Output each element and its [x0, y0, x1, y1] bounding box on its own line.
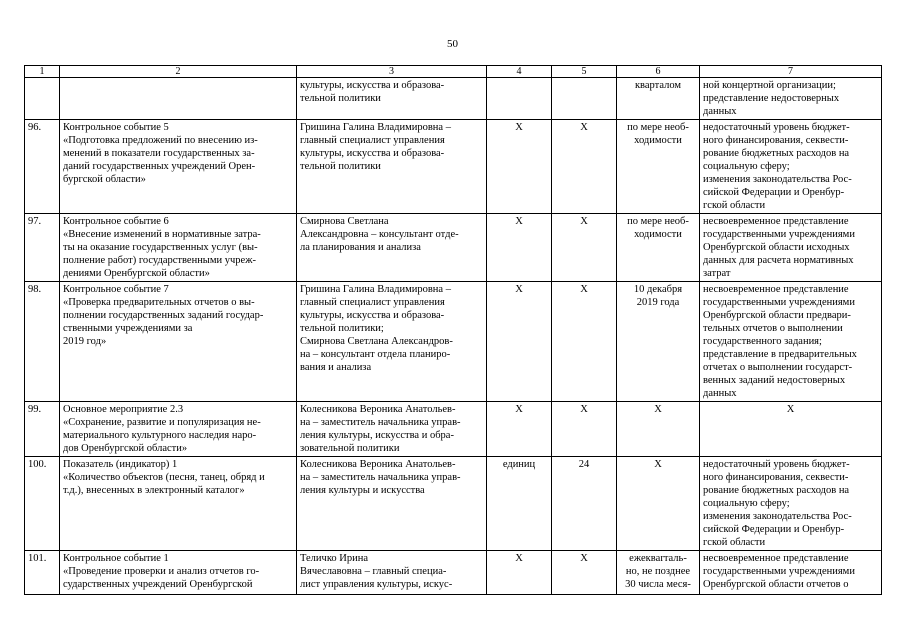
table-row	[25, 457, 882, 551]
value-cell: X	[552, 120, 617, 214]
plan-table	[24, 65, 882, 595]
unit-cell: X	[487, 120, 552, 214]
risks-cell: недостаточный уровень бюджет- ного финансирования, секвести- рование бюджетных расходов на социальную сферу; изменения законодательства Рос- сийской Федерации и Оренбур- гской области	[700, 120, 882, 214]
unit-cell	[487, 78, 552, 120]
value-cell	[552, 78, 617, 120]
risks-cell: недостаточный уровень бюджет- ного финансирования, секвести- рование бюджетных расходов на социальную сферу; изменения законодательства Рос- сийской Федерации и Оренбур- гской области	[700, 457, 882, 551]
value-cell: X	[552, 551, 617, 595]
responsible-cell: Смирнова Светлана Александровна – консультант отде- ла планирования и анализа	[297, 214, 487, 282]
table-header-row	[25, 66, 882, 78]
value-cell: X	[552, 402, 617, 457]
responsible-cell: Колесникова Вероника Анатольев- на – заместитель начальника управ- ления культуры, искусства и обра- зовательной политики	[297, 402, 487, 457]
responsible-cell: Теличко Ирина Вячеславовна – главный специа- лист управления культуры, искус-	[297, 551, 487, 595]
unit-cell: X	[487, 551, 552, 595]
risks-cell: X	[700, 402, 882, 457]
responsible-cell: Колесникова Вероника Анатольев- на – заместитель начальника управ- ления культуры и искусства	[297, 457, 487, 551]
table-row	[25, 214, 882, 282]
deadline-cell: кварталом	[617, 78, 700, 120]
table-row	[25, 120, 882, 214]
table-row	[25, 551, 882, 595]
row-number	[25, 78, 60, 120]
column-header: 3	[297, 66, 487, 78]
row-number: 100.	[25, 457, 60, 551]
event-cell: Контрольное событие 1 «Проведение проверки и анализ отчетов го- сударственных учреждений Оренбургской	[60, 551, 297, 595]
row-number: 101.	[25, 551, 60, 595]
row-number: 96.	[25, 120, 60, 214]
row-number: 97.	[25, 214, 60, 282]
table-row	[25, 78, 882, 120]
deadline-cell: 10 декабря 2019 года	[617, 282, 700, 402]
unit-cell: X	[487, 214, 552, 282]
responsible-cell: Гришина Галина Владимировна – главный специалист управления культуры, искусства и образова- тельной политики; Смирнова Светлана Александров- на – консультант отдела планиро- вания и анализа	[297, 282, 487, 402]
event-cell	[60, 78, 297, 120]
column-header: 6	[617, 66, 700, 78]
event-cell: Показатель (индикатор) 1 «Количество объектов (песня, танец, обряд и т.д.), внесенных в электронный каталог»	[60, 457, 297, 551]
table-row	[25, 282, 882, 402]
unit-cell: единиц	[487, 457, 552, 551]
event-cell: Основное мероприятие 2.3 «Сохранение, развитие и популяризация не- материального культурного наследия наро- дов Оренбургской области»	[60, 402, 297, 457]
risks-cell: несвоевременное представление государственными учреждениями Оренбургской области исходных данных для расчета нормативных затрат	[700, 214, 882, 282]
column-header: 5	[552, 66, 617, 78]
value-cell: X	[552, 282, 617, 402]
page-number: 50	[447, 38, 458, 50]
event-cell: Контрольное событие 6 «Внесение изменений в нормативные затра- ты на оказание государственных услуг (вы- полнение работ) государственными учреж- дениями Оренбургской области»	[60, 214, 297, 282]
event-cell: Контрольное событие 5 «Подготовка предложений по внесению из- менений в показатели государственных за- даний государственных учреждений Орен- бургской области»	[60, 120, 297, 214]
deadline-cell: X	[617, 402, 700, 457]
deadline-cell: по мере необ- ходимости	[617, 214, 700, 282]
unit-cell: X	[487, 402, 552, 457]
column-header: 4	[487, 66, 552, 78]
risks-cell: несвоевременное представление государственными учреждениями Оренбургской области отчетов о	[700, 551, 882, 595]
value-cell: X	[552, 214, 617, 282]
deadline-cell: ежеквarталь- но, не позднее 30 числа меся-	[617, 551, 700, 595]
column-header: 7	[700, 66, 882, 78]
deadline-cell: X	[617, 457, 700, 551]
table-row	[25, 402, 882, 457]
column-header: 1	[25, 66, 60, 78]
row-number: 98.	[25, 282, 60, 402]
value-cell: 24	[552, 457, 617, 551]
deadline-cell: по мере необ- ходимости	[617, 120, 700, 214]
unit-cell: X	[487, 282, 552, 402]
risks-cell: несвоевременное представление государственными учреждениями Оренбургской области предвари- тельных отчетов о выполнении государственного задания; представление в предварительных отчетах о выполнении государст- венных заданий недостоверных данных	[700, 282, 882, 402]
event-cell: Контрольное событие 7 «Проверка предварительных отчетов о вы- полнении государственных заданий государ- ственными учреждениями за 2019 год»	[60, 282, 297, 402]
column-header: 2	[60, 66, 297, 78]
risks-cell: ной концертной организации; представление недостоверных данных	[700, 78, 882, 120]
row-number: 99.	[25, 402, 60, 457]
responsible-cell: культуры, искусства и образова- тельной политики	[297, 78, 487, 120]
responsible-cell: Гришина Галина Владимировна – главный специалист управления культуры, искусства и образова- тельной политики	[297, 120, 487, 214]
